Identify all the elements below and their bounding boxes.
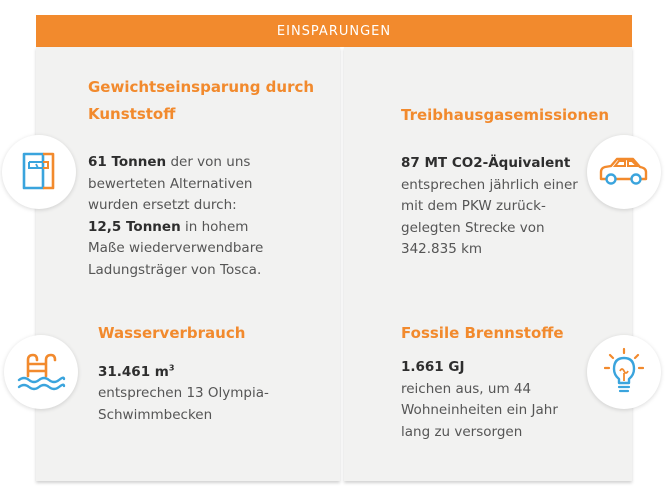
plastic-value-1: 61 Tonnen: [88, 154, 167, 170]
ghg-value: 87 MT CO2-Äquivalent: [401, 155, 571, 171]
car-icon: [597, 155, 651, 189]
lightbulb-icon: [604, 347, 644, 397]
plastic-title: Gewichtseinsparung durch Kunststoff: [88, 78, 315, 123]
fossil-value: 1.661 GJ: [401, 359, 465, 375]
pool-icon-circle: [4, 335, 78, 409]
ghg-text: 87 MT CO2-Äquivalent entsprechen jährlich einer mit dem PKW zurück- gelegten Strecke von 342.835 km: [401, 155, 578, 257]
water-value: 31.461 $m^3$: [98, 363, 175, 380]
fossil-title: Fossile Brennstoffe: [401, 324, 564, 342]
fossil-text: 1.661 GJ reichen aus, um 44 Wohneinheiten ein Jahr lang zu versorgen: [401, 359, 558, 440]
water-text: 31.461 $m^3$ entsprechen 13 Olympia- Schwimmbecken: [98, 363, 269, 423]
scale-icon: [17, 148, 61, 196]
bulb-icon-circle: [587, 335, 661, 409]
section-header: [36, 15, 632, 47]
scale-icon-circle: [2, 135, 76, 209]
pool-ladder-icon: [16, 350, 66, 394]
plastic-value-2: 12,5 Tonnen: [88, 218, 181, 235]
car-icon-circle: [587, 135, 661, 209]
plastic-text: 61 Tonnen der von uns bewerteten Alternativen wurden ersetzt durch: 12,5 Tonnen in hohem Maße wiederverwendbare Ladungsträger von Tosca.: [88, 154, 264, 278]
water-title: Wasserverbrauch: [98, 324, 246, 342]
header-title: EINSPARUNGEN: [276, 23, 392, 39]
ghg-title: Treibhausgasemissionen: [401, 106, 610, 124]
